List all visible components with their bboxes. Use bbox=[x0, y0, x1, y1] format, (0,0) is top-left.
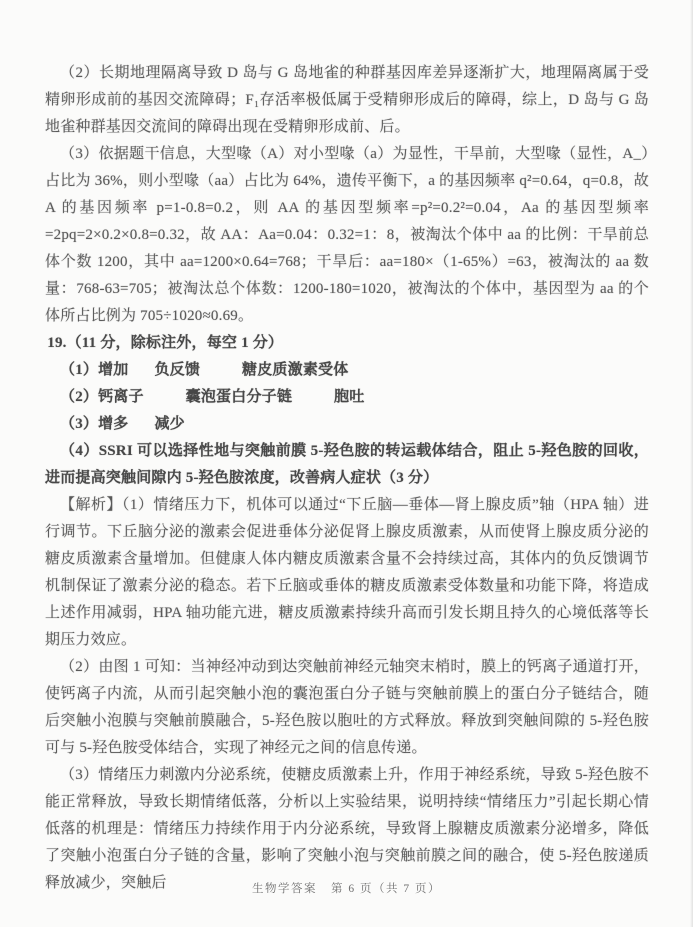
answer-19-1-line bbox=[45, 357, 649, 384]
answer-19-2-line bbox=[45, 384, 649, 411]
footer-doc-title: 生物学答案 bbox=[252, 883, 317, 895]
answer-19-3-blank-2: 减少 bbox=[154, 416, 185, 432]
footer-page-number: 第 6 页（共 7 页） bbox=[331, 883, 441, 895]
paragraph-answer-18-2: （2）长期地理隔离导致 D 岛与 G 岛地雀的种群基因库差异逐渐扩大，地理隔离属于受精卵形成前的基因交流障碍；F₁存活率极低属于受精卵形成后的障碍，综上，D 岛与 G 岛地雀种群基因交流间的障碍出现在受精卵形成前、后。 bbox=[45, 65, 649, 135]
paragraph-answer-19-4: （4）SSRI 可以选择性地与突触前膜 5-羟色胺的转运载体结合，阻止 5-羟色胺的回收，进而提高突触间隙内 5-羟色胺浓度，改善病人症状（3 分） bbox=[45, 443, 649, 486]
answer-19-1-blank-3: 糖皮质激素受体 bbox=[242, 362, 349, 378]
question-19-header: 19.（11 分，除标注外，每空 1 分） bbox=[47, 335, 284, 351]
paragraph-analysis-2: （2）由图 1 可知：当神经冲动到达突触前神经元轴突末梢时，膜上的钙离子通道打开，使钙离子内流，从而引起突触小泡的囊泡蛋白分子链与突触前膜上的蛋白分子链结合，随后突触小泡膜与突触前膜融合，5-羟色胺以胞吐的方式释放。释放到突触间隙的 5-羟色胺可与 5-羟色胺受体结合，实现了神经元之间的信息传递。 bbox=[45, 659, 649, 756]
answer-19-1-blank-1: （1）增加 bbox=[60, 362, 129, 378]
page-footer bbox=[0, 880, 693, 896]
answer-19-2-blank-2: 囊泡蛋白分子链 bbox=[185, 389, 293, 405]
paragraph-analysis-1: 【解析】（1）情绪压力下，机体可以通过“下丘脑—垂体—肾上腺皮质”轴（HPA 轴）进行调节。下丘脑分泌的激素会促进垂体分泌促肾上腺皮质激素，从而使肾上腺皮质分泌的糖皮质激素含量增加。但健康人体内糖皮质激素含量不会持续过高，其体内的负反馈调节机制保证了激素分泌的稳态。若下丘脑或垂体的糖皮质激素受体数量和功能下降，将造成上述作用减弱，HPA 轴功能亢进，糖皮质激素持续升高而引发长期且持久的心境低落等长期压力效应。 bbox=[45, 497, 649, 648]
answer-19-2-blank-1: （2）钙离子 bbox=[60, 389, 144, 405]
paragraph-analysis-3: （3）情绪压力刺激内分泌系统，使糖皮质激素上升，作用于神经系统，导致 5-羟色胺不能正常释放，导致长期情绪低落，分析以上实验结果，说明持续“情绪压力”引起长期心情低落的机理是：情绪压力持续作用于内分泌系统，导致肾上腺糖皮质激素分泌增多，降低了突触小泡蛋白分子链的含量，影响了突触小泡与突触前膜之间的融合，使 5-羟色胺递质释放减少，突触后 bbox=[45, 767, 649, 891]
answer-19-1-blank-2: 负反馈 bbox=[154, 362, 201, 378]
page-text-content bbox=[45, 60, 649, 897]
answer-19-2-blank-3: 胞吐 bbox=[334, 389, 365, 405]
paragraph-answer-18-3: （3）依据题干信息，大型喙（A）对小型喙（a）为显性，干旱前，大型喙（显性，A_）占比为 36%，则小型喙（aa）占比为 64%，遗传平衡下，a 的基因频率 q²=0.64，q=0.8，故 A 的基因频率 p=1-0.8=0.2，则 AA 的基因型频率=p²=0.2²=0.04，Aa 的基因型频率=2pq=2×0.2×0.8=0.32，故 AA：Aa=0.04：0.32=1：8，被淘汰个体中 aa 的比例：干旱前总体个数 1200，其中 aa=1200×0.64=768；干旱后：aa=180×（1-65%）=63，被淘汰的 aa 数量：768-63=705；被淘汰总个体数：1200-180=1020，被淘汰的个体中，基因型为 aa 的个体所占比例为 705÷1020≈0.69。 bbox=[45, 146, 649, 324]
answer-19-3-blank-1: （3）增多 bbox=[60, 416, 129, 432]
answer-19-3-line bbox=[45, 411, 649, 438]
